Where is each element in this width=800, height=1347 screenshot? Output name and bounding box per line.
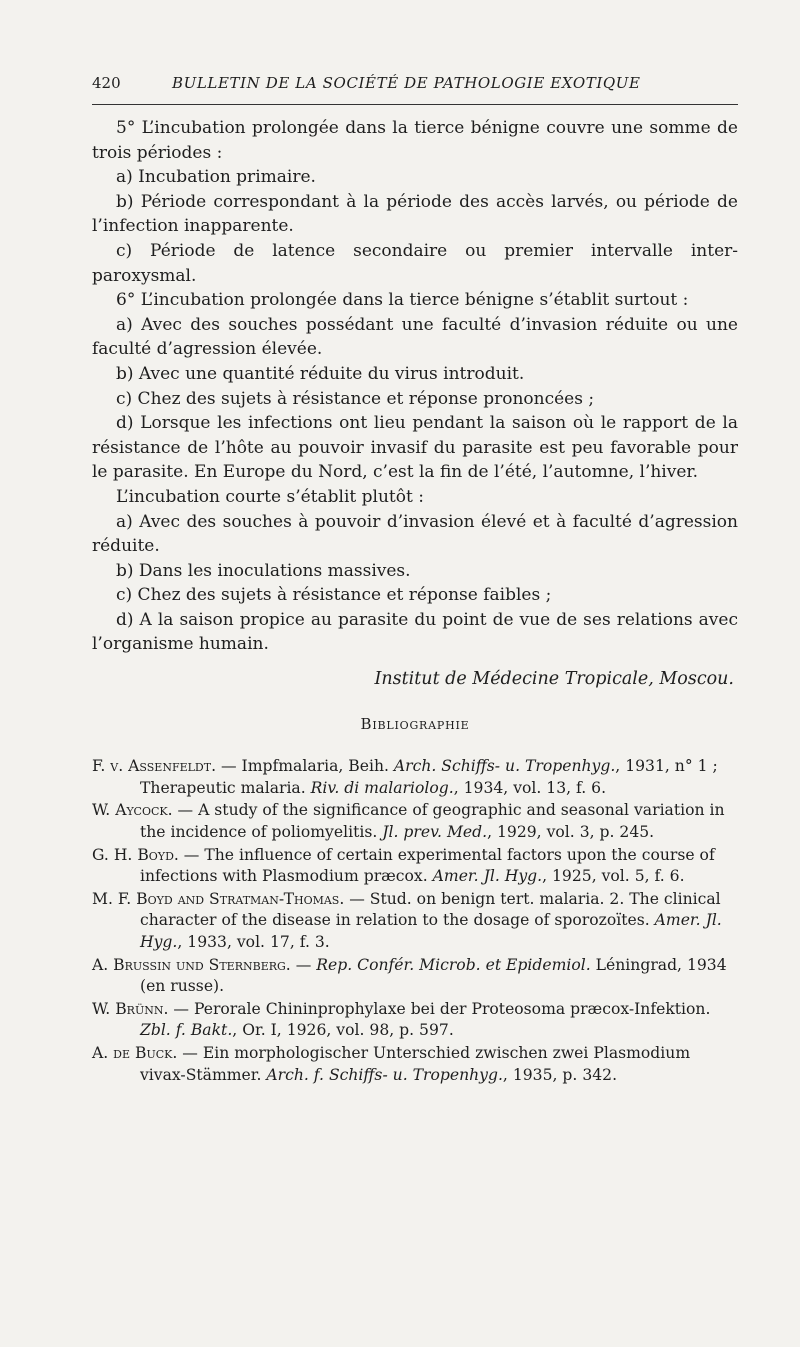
reference-text: — Stud. on benign tert. malaria. 2. The clinical character of the disease in relation to the dosage of sporozoïtes. bbox=[140, 889, 721, 930]
reference-text: , 1935, p. 342. bbox=[502, 1065, 618, 1084]
reference-author: A. Brussin und Sternberg. bbox=[92, 955, 291, 974]
reference-journal: Riv. di malariolog. bbox=[310, 778, 454, 797]
reference-author: W. Brünn. bbox=[92, 999, 169, 1018]
running-header bbox=[92, 74, 738, 98]
reference-journal: Jl. prev. Med. bbox=[382, 823, 488, 842]
list-item: d) A la saison propice au parasite du point de vue de ses relations avec l’organisme humain. bbox=[92, 609, 738, 655]
list-item: b) Période correspondant à la période des accès larvés, ou période de l’infection inapparente. bbox=[92, 191, 738, 237]
reference-text: , 1933, vol. 17, f. 3. bbox=[177, 933, 330, 951]
running-title: BULLETIN DE LA SOCIÉTÉ DE PATHOLOGIE EXOTIQUE bbox=[172, 74, 641, 92]
list-item: c) Chez des sujets à résistance et réponse faibles ; bbox=[116, 585, 552, 606]
reference-journal: Arch. Schiffs- u. Tropenhyg. bbox=[393, 757, 616, 776]
list-item: a) Avec des souches possédant une faculté d’invasion réduite ou une faculté d’agression élevée. bbox=[92, 314, 738, 360]
reference-journal: Arch. f. Schiffs- u. Tropenhyg. bbox=[266, 1065, 503, 1084]
reference-item bbox=[92, 955, 738, 998]
paragraph-5: 5° L’incubation prolongée dans la tierce bénigne couvre une somme de trois périodes : bbox=[92, 118, 738, 163]
institution-signature: Institut de Médecine Tropicale, Moscou. bbox=[374, 669, 734, 690]
reference-author: G. H. Boyd. bbox=[92, 845, 179, 864]
bibliography-list bbox=[92, 756, 738, 1086]
reference-text: Léningrad, 1934 (en russe). bbox=[140, 955, 727, 996]
reference-author: A. de Buck. bbox=[92, 1043, 178, 1062]
reference-item bbox=[92, 889, 738, 954]
page-number: 420 bbox=[92, 74, 121, 92]
reference-text: — A study of the significance of geographic and seasonal variation in the incidence of poliomyelitis. bbox=[140, 801, 725, 842]
reference-author: M. F. Boyd and Stratman-Thomas. bbox=[92, 889, 345, 908]
reference-author: F. v. Assenfeldt. bbox=[92, 757, 217, 776]
reference-text: , 1925, vol. 5, f. 6. bbox=[542, 867, 685, 886]
reference-text: — Perorale Chininprophylaxe bei der Proteosoma præcox-Infektion. bbox=[168, 999, 711, 1018]
list-item: a) Incubation primaire. bbox=[116, 167, 316, 188]
reference-text: , Or. I, 1926, vol. 98, p. 597. bbox=[232, 1021, 454, 1040]
reference-text: , 1934, vol. 13, f. 6. bbox=[453, 778, 607, 797]
list-item: b) Dans les inoculations massives. bbox=[116, 560, 411, 581]
reference-journal: Rep. Confér. Microb. et Epidemiol. bbox=[316, 955, 591, 974]
reference-journal: Zbl. f. Bakt. bbox=[140, 1021, 233, 1040]
reference-text: — Impfmalaria, Beih. bbox=[216, 757, 394, 776]
paragraph-6: 6° L’incubation prolongée dans la tierce bénigne s’établit surtout : bbox=[116, 290, 689, 311]
paragraph-short-incubation: L’incubation courte s’établit plutôt : bbox=[116, 486, 424, 507]
reference-text: — The influence of certain experimental factors upon the course of infections with Plasmodium præcox. bbox=[140, 845, 715, 886]
list-item: b) Avec une quantité réduite du virus introduit. bbox=[116, 363, 525, 384]
reference-journal: Amer. Jl. Hyg. bbox=[432, 867, 543, 886]
list-item: c) Période de latence secondaire ou premier intervalle inter-paroxysmal. bbox=[92, 240, 738, 286]
reference-author: W. Aycock. bbox=[92, 801, 173, 820]
list-item: d) Lorsque les infections ont lieu pendant la saison où le rapport de la résistance de l’hôte au pouvoir invasif du parasite est peu favorable pour le parasite. En Europe du Nord, c’est la fin de l’été, l’automne, l’hiver. bbox=[92, 413, 738, 483]
reference-text: — Ein morphologischer Unterschied zwischen zwei Plasmodium vivax-Stämmer. bbox=[140, 1043, 691, 1084]
reference-item bbox=[92, 845, 738, 888]
reference-item bbox=[92, 1043, 738, 1086]
reference-text: — bbox=[290, 955, 317, 974]
list-item: a) Avec des souches à pouvoir d’invasion élevé et à faculté d’agression réduite. bbox=[92, 511, 738, 557]
reference-item bbox=[92, 756, 738, 799]
reference-item bbox=[92, 800, 738, 843]
header-rule bbox=[92, 104, 738, 105]
list-item: c) Chez des sujets à résistance et réponse prononcées ; bbox=[116, 388, 595, 409]
reference-journal: Amer. Jl. Hyg. bbox=[140, 911, 722, 951]
reference-text: , 1929, vol. 3, p. 245. bbox=[487, 823, 655, 842]
article-body bbox=[92, 116, 738, 1087]
reference-text: , 1931, n° 1 ; Therapeutic malaria. bbox=[140, 757, 718, 797]
bibliography-title: Bibliographie bbox=[360, 714, 470, 733]
reference-item bbox=[92, 999, 738, 1042]
